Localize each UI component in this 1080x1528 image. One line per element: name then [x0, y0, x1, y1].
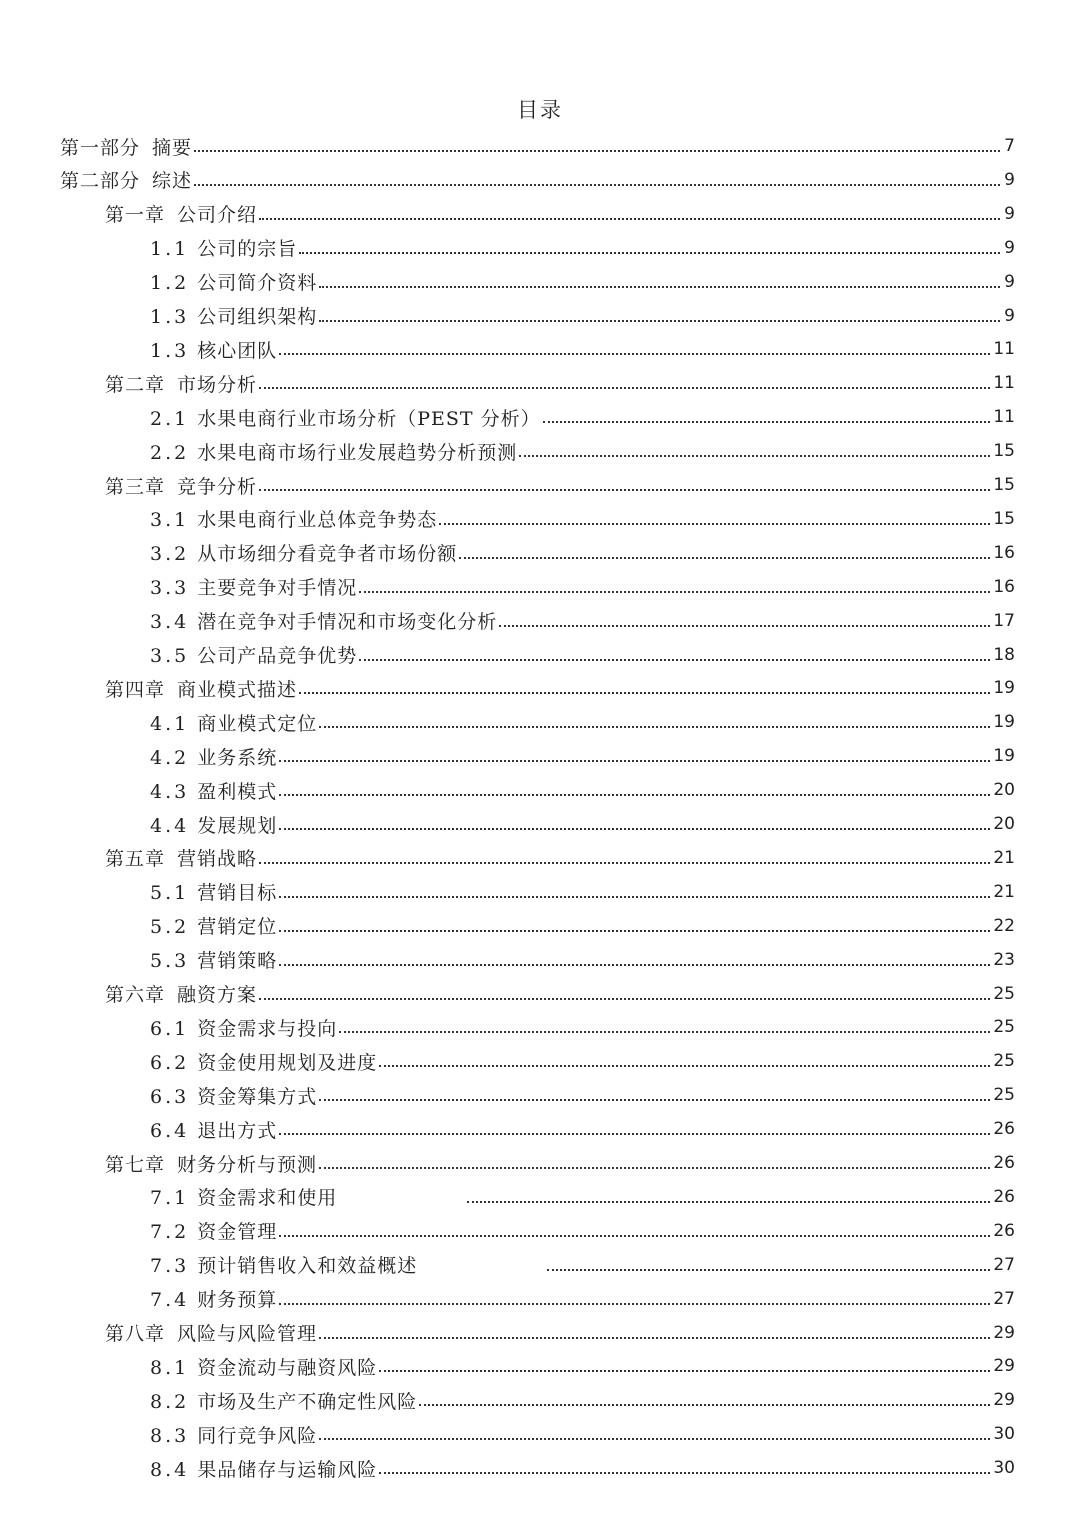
toc-section-number: 5.3: [150, 950, 190, 973]
toc-page-number: 16: [993, 542, 1015, 563]
toc-section-number: 4.1: [150, 712, 190, 735]
toc-entry-title: [150, 1421, 317, 1448]
toc-page-number: 9: [1004, 169, 1015, 190]
toc-entry-title: [105, 1150, 317, 1177]
toc-section-number: 7.1: [150, 1187, 190, 1210]
toc-entry[interactable]: [150, 400, 1015, 434]
toc-entry[interactable]: [105, 366, 1015, 400]
toc-dot-leader: [279, 760, 990, 762]
toc-section-number: 1.3: [150, 306, 190, 328]
toc-entry-title: [150, 268, 317, 295]
toc-page-number: 30: [993, 1458, 1015, 1479]
page-title: 目录: [517, 98, 563, 122]
toc-entry[interactable]: [60, 129, 1015, 163]
toc-entry-title: [150, 1251, 417, 1278]
toc-entry[interactable]: [150, 604, 1015, 638]
toc-entry-title: [150, 912, 277, 939]
toc-entry[interactable]: [150, 773, 1015, 807]
toc-entry-text: 水果电商行业市场分析（PEST 分析）: [197, 407, 541, 430]
toc-entry-title: [150, 302, 317, 329]
toc-page-number: 11: [993, 373, 1015, 394]
toc-entry-text: 资金筹集方式: [197, 1085, 318, 1108]
toc-entry-text: 资金需求和使用: [197, 1187, 338, 1210]
toc-page-number: 29: [993, 1322, 1015, 1343]
toc-dot-leader: [319, 320, 1000, 322]
toc-dot-leader: [279, 964, 990, 966]
toc-dot-leader: [194, 150, 1000, 152]
toc-entry[interactable]: [150, 1078, 1015, 1112]
toc-page-number: 15: [993, 508, 1015, 529]
toc-page-number: 16: [993, 576, 1015, 597]
toc-dot-leader: [279, 828, 990, 830]
toc-part-label: 第三章: [105, 475, 166, 498]
toc-page-number: 23: [993, 949, 1015, 970]
toc-dot-leader: [379, 1370, 990, 1372]
toc-entry-title: [150, 607, 497, 634]
toc-entry[interactable]: [150, 1044, 1015, 1078]
toc-entry[interactable]: [150, 1214, 1015, 1248]
toc-entry[interactable]: [150, 265, 1015, 299]
toc-entry-text: 公司介绍: [177, 204, 258, 227]
toc-dot-leader: [359, 591, 990, 593]
toc-dot-leader: [259, 387, 990, 389]
toc-entry-title: [150, 336, 277, 363]
toc-entry-text: 资金使用规划及进度: [197, 1051, 378, 1074]
toc-section-number: 3.3: [150, 577, 190, 600]
toc-section-number: 8.2: [150, 1390, 190, 1413]
toc-dot-leader: [499, 625, 990, 627]
toc-entry[interactable]: [150, 502, 1015, 536]
toc-entry[interactable]: [150, 1180, 1015, 1214]
toc-dot-leader: [519, 455, 990, 457]
toc-entry-text: 营销战略: [177, 848, 258, 871]
toc-entry-title: [105, 200, 257, 227]
toc-entry-title: [150, 505, 437, 532]
toc-section-number: 1.3: [150, 339, 190, 362]
toc-entry-text: 公司产品竞争优势: [197, 645, 358, 667]
toc-section-number: 6.2: [150, 1051, 190, 1074]
toc-entry[interactable]: [150, 1282, 1015, 1316]
toc-dot-leader: [279, 896, 990, 898]
toc-page-number: 25: [993, 1051, 1015, 1072]
toc-entry-title: [150, 641, 357, 668]
toc-section-number: 2.2: [150, 441, 190, 464]
toc-entry[interactable]: [150, 231, 1015, 265]
toc-page-number: 19: [993, 746, 1015, 767]
toc-entry[interactable]: [105, 468, 1015, 502]
toc-entry-text: 公司的宗旨: [197, 238, 298, 261]
toc-section-number: 3.1: [150, 509, 190, 532]
toc-entry-title: [60, 166, 192, 193]
toc-entry-title: [150, 811, 277, 838]
toc-entry-text: 水果电商行业总体竞争势态: [197, 509, 438, 532]
toc-entry-title: [150, 878, 277, 905]
toc-page-number: 27: [993, 1254, 1015, 1275]
toc-section-number: 6.1: [150, 1017, 190, 1040]
toc-entry-title: [150, 1455, 377, 1482]
toc-dot-leader: [279, 353, 990, 355]
toc-dot-leader: [279, 1303, 990, 1305]
toc-entry[interactable]: [150, 943, 1015, 977]
toc-part-label: 第六章: [105, 984, 166, 1006]
toc-section-number: 8.4: [150, 1458, 190, 1481]
toc-entry-text: 水果电商市场行业发展趋势分析预测: [197, 441, 518, 464]
toc-entry[interactable]: [150, 1112, 1015, 1146]
toc-page-number: 26: [993, 1119, 1015, 1140]
toc-page-number: 26: [993, 1186, 1015, 1207]
toc-entry-title: [150, 573, 357, 600]
toc-entry[interactable]: [105, 841, 1015, 875]
toc-dot-leader: [359, 659, 990, 661]
toc-section-number: 4.4: [150, 814, 190, 837]
toc-part-label: 第四章: [105, 678, 166, 701]
toc-entry-text: 营销策略: [197, 950, 278, 973]
toc-section-number: 5.2: [150, 916, 190, 939]
toc-page-number: 18: [993, 644, 1015, 665]
toc-dot-leader: [279, 794, 990, 796]
toc-part-label: 第一章: [105, 204, 166, 227]
toc-page-number: 19: [993, 712, 1015, 733]
toc-entry-text: 财务预算: [197, 1289, 278, 1312]
toc-entry-text: 退出方式: [197, 1119, 278, 1142]
toc-entry-title: [150, 438, 517, 465]
toc-entry-title: [150, 539, 457, 566]
toc-entry-title: [150, 743, 277, 770]
toc-dot-leader: [194, 184, 1000, 186]
toc-page-number: 11: [993, 407, 1015, 428]
toc-entry-title: [150, 1014, 337, 1041]
toc-entry-text: 商业模式定位: [197, 712, 318, 735]
toc-section-number: 2.1: [150, 407, 190, 430]
toc-page-number: 25: [993, 1085, 1015, 1106]
toc-page-number: 15: [993, 441, 1015, 462]
toc-entry-text: 公司组织架构: [197, 306, 318, 328]
toc-page-number: 22: [993, 915, 1015, 936]
toc-dot-leader: [547, 1269, 990, 1271]
toc-section-number: 4.2: [150, 746, 190, 769]
toc-part-label: 第二章: [105, 373, 166, 396]
toc-entry-text: 资金管理: [197, 1221, 278, 1244]
toc-dot-leader: [259, 862, 990, 864]
toc-entry-title: [150, 1082, 317, 1109]
toc-entry[interactable]: [150, 570, 1015, 604]
toc-page-number: 25: [993, 1017, 1015, 1038]
toc-entry-title: [105, 675, 297, 702]
toc-entry-text: 营销目标: [197, 882, 278, 905]
toc-entry[interactable]: [150, 1383, 1015, 1417]
toc-page-number: 7: [1004, 136, 1015, 156]
toc-page-number: 9: [1004, 305, 1015, 326]
toc-dot-leader: [543, 421, 991, 423]
toc-entry-title: [150, 777, 277, 804]
toc-entry[interactable]: [60, 163, 1015, 197]
toc-entry[interactable]: [150, 705, 1015, 739]
toc-entry[interactable]: [105, 1146, 1015, 1180]
toc-entry[interactable]: [150, 909, 1015, 943]
toc-entry[interactable]: [150, 1349, 1015, 1383]
toc-page-number: 15: [993, 475, 1015, 495]
toc-section-number: 8.3: [150, 1424, 190, 1447]
toc-page-number: 25: [993, 983, 1015, 1004]
toc-dot-leader: [319, 1438, 990, 1440]
toc-entry-title: [150, 404, 541, 431]
toc-entry-text: 潜在竞争对手情况和市场变化分析: [197, 611, 498, 634]
toc-entry-text: 财务分析与预测: [177, 1153, 318, 1176]
toc-section-number: 7.3: [150, 1255, 190, 1278]
toc-dot-leader: [379, 1065, 990, 1067]
toc-entry[interactable]: [150, 739, 1015, 773]
toc-entry-text: 竞争分析: [177, 475, 258, 498]
toc-dot-leader: [419, 1404, 990, 1406]
toc-section-number: 3.4: [150, 611, 190, 634]
toc-entry[interactable]: [150, 434, 1015, 468]
toc-entry-text: 从市场细分看竞争者市场份额: [197, 543, 458, 566]
toc-dot-leader: [259, 998, 990, 1000]
toc-dot-leader: [459, 557, 990, 559]
toc-entry[interactable]: [150, 1451, 1015, 1485]
toc-page-number: 9: [1004, 203, 1015, 224]
toc-entry-title: [105, 472, 257, 499]
toc-section-number: 7.4: [150, 1289, 190, 1312]
toc-entry-title: [150, 1116, 277, 1143]
toc-page-number: 9: [1004, 237, 1015, 258]
toc-page-number: 17: [993, 610, 1015, 631]
toc-part-label: 第五章: [105, 848, 166, 871]
toc-entry-text: 风险与风险管理: [177, 1323, 318, 1345]
toc-page-number: 21: [993, 847, 1015, 868]
toc-entry-title: [150, 1183, 337, 1210]
toc-entry-text: 市场分析: [177, 373, 258, 396]
toc-entry-text: 摘要: [152, 136, 193, 159]
toc-entry-title: [150, 1387, 417, 1414]
toc-dot-leader: [319, 726, 990, 728]
toc-entry-text: 盈利模式: [197, 780, 278, 803]
toc-entry-text: 同行竞争风险: [197, 1424, 318, 1447]
toc-entry-text: 主要竞争对手情况: [197, 577, 358, 600]
toc-entry[interactable]: [150, 332, 1015, 366]
toc-page-number: 29: [993, 1356, 1015, 1377]
toc-entry-title: [150, 709, 317, 736]
toc-entry[interactable]: [150, 638, 1015, 672]
toc-dot-leader: [279, 930, 990, 932]
toc-dot-leader: [439, 523, 990, 525]
toc-section-number: 1.2: [150, 272, 190, 295]
toc-entry-text: 公司简介资料: [197, 272, 318, 295]
toc-entry-text: 预计销售收入和效益概述: [197, 1255, 418, 1278]
toc-part-label: 第二部分: [60, 170, 141, 193]
toc-dot-leader: [299, 252, 1000, 254]
toc-entry-title: [150, 1285, 277, 1312]
toc-section-number: 8.1: [150, 1356, 190, 1379]
toc-entry-title: [150, 1353, 377, 1380]
toc-entry-text: 商业模式描述: [177, 678, 298, 701]
toc-entry-text: 发展规划: [197, 814, 278, 837]
toc-section-number: 6.4: [150, 1119, 190, 1142]
toc-entry-text: 资金需求与投向: [197, 1017, 338, 1040]
toc-dot-leader: [259, 489, 990, 491]
toc-entry[interactable]: [150, 1010, 1015, 1044]
toc-entry-title: [150, 1217, 277, 1244]
toc-dot-leader: [319, 1167, 990, 1169]
toc-dot-leader: [279, 1133, 990, 1135]
toc-dot-leader: [467, 1201, 990, 1203]
toc-entry-title: [105, 980, 257, 1007]
toc-entry[interactable]: [150, 875, 1015, 909]
toc-entry-text: 资金流动与融资风险: [197, 1356, 378, 1379]
toc-entry-text: 业务系统: [197, 746, 278, 769]
toc-entry-title: [105, 370, 257, 397]
toc-dot-leader: [319, 1337, 990, 1339]
toc-entry-title: [60, 133, 192, 160]
toc-dot-leader: [299, 692, 990, 694]
toc-section-number: 7.2: [150, 1221, 190, 1244]
toc-entry[interactable]: [150, 299, 1015, 333]
toc-dot-leader: [339, 1031, 990, 1033]
toc-entry-text: 市场及生产不确定性风险: [197, 1390, 418, 1413]
toc-page-number: 19: [993, 678, 1015, 699]
toc-entry-title: [150, 1048, 377, 1075]
toc-entry[interactable]: [105, 671, 1015, 705]
toc-page-number: 26: [993, 1220, 1015, 1241]
toc-dot-leader: [259, 218, 1000, 220]
toc-section-number: 5.1: [150, 882, 190, 905]
toc-entry[interactable]: [150, 1248, 1015, 1282]
toc-section-number: 4.3: [150, 780, 190, 803]
toc-page-number: 11: [993, 339, 1015, 360]
toc-section-number: 6.3: [150, 1085, 190, 1108]
toc-page-number: 21: [993, 881, 1015, 902]
toc-part-label: 第一部分: [60, 136, 141, 159]
toc-dot-leader: [279, 1235, 990, 1237]
toc-dot-leader: [379, 1472, 990, 1474]
toc-section-number: 3.2: [150, 543, 190, 566]
toc-page-number: 9: [1004, 271, 1015, 292]
toc-entry-text: 果品储存与运输风险: [197, 1458, 378, 1481]
toc-entry-text: 综述: [152, 170, 193, 193]
toc-entry[interactable]: [150, 807, 1015, 841]
toc-section-number: 1.1: [150, 238, 190, 261]
toc-entry[interactable]: [150, 536, 1015, 570]
toc-entry[interactable]: [105, 977, 1015, 1011]
toc-entry-title: [105, 1319, 317, 1346]
toc-entry-text: 核心团队: [197, 339, 278, 362]
toc-entry-title: [150, 946, 277, 973]
toc-page-number: 27: [993, 1288, 1015, 1309]
toc-page-number: 30: [993, 1424, 1015, 1445]
toc-page-number: 20: [993, 780, 1015, 801]
toc-entry[interactable]: [150, 1417, 1015, 1451]
toc-entry-text: 营销定位: [197, 916, 278, 939]
toc-part-label: 第七章: [105, 1153, 166, 1176]
toc-dot-leader: [319, 286, 1000, 288]
toc-section-number: 3.5: [150, 645, 190, 667]
toc-page-number: 29: [993, 1390, 1015, 1411]
toc-page-number: 20: [993, 814, 1015, 834]
toc-page-number: 26: [993, 1153, 1015, 1173]
toc-entry[interactable]: [105, 197, 1015, 231]
toc-entry-title: [150, 234, 297, 261]
toc-part-label: 第八章: [105, 1323, 166, 1345]
toc-entry-text: 融资方案: [177, 984, 258, 1006]
toc-dot-leader: [319, 1099, 990, 1101]
toc-entry[interactable]: [105, 1316, 1015, 1350]
toc-entry-title: [105, 844, 257, 871]
